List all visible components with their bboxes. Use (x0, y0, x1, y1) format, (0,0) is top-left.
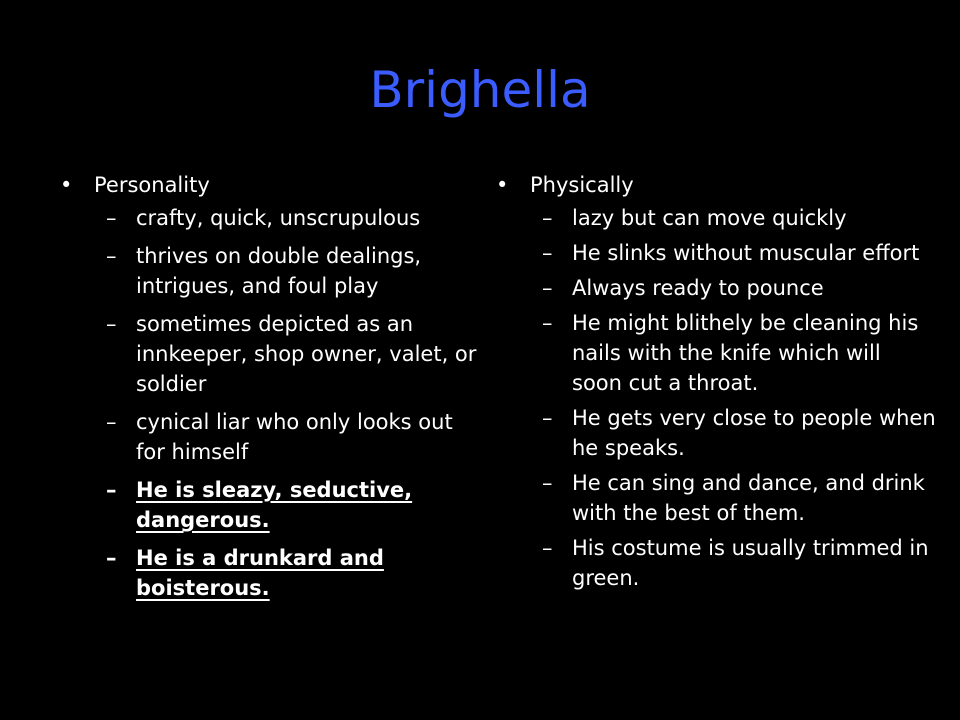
dash-icon: – (106, 410, 117, 434)
personality-item-emphasized (60, 475, 480, 535)
personality-item (60, 309, 480, 399)
dash-icon: – (542, 311, 553, 335)
physically-item-text: He might blithely be cleaning his nails with the knife which will soon cut a throat. (572, 311, 919, 395)
dash-icon: – (106, 312, 117, 336)
physically-item (496, 238, 936, 268)
personality-item (60, 241, 480, 301)
personality-item-text: He is a drunkard and boisterous. (136, 546, 384, 600)
bullet-icon: • (60, 173, 73, 197)
personality-heading-label: Personality (94, 173, 210, 197)
physically-item-text: His costume is usually trimmed in green. (572, 536, 929, 590)
personality-item-text: crafty, quick, unscrupulous (136, 206, 421, 230)
physically-item (496, 468, 936, 528)
dash-icon: – (542, 406, 553, 430)
personality-item-text: thrives on double dealings, intrigues, and foul play (136, 244, 422, 298)
physically-item (496, 403, 936, 463)
dash-icon: – (106, 478, 117, 502)
physically-heading-label: Physically (530, 173, 634, 197)
physically-item-text: He slinks without muscular effort (572, 241, 920, 265)
dash-icon: – (106, 206, 117, 230)
physically-item (496, 203, 936, 233)
personality-item-emphasized (60, 543, 480, 603)
physically-item (496, 273, 936, 303)
physically-item (496, 533, 936, 593)
dash-icon: – (106, 546, 117, 570)
personality-item-text: cynical liar who only looks out for himself (136, 410, 453, 464)
bullet-icon: • (496, 173, 509, 197)
physically-item-text: He can sing and dance, and drink with the best of them. (572, 471, 925, 525)
personality-column (60, 170, 480, 611)
physically-column (496, 170, 936, 598)
dash-icon: – (106, 244, 117, 268)
physically-heading (496, 170, 936, 200)
dash-icon: – (542, 276, 553, 300)
physically-item-text: lazy but can move quickly (572, 206, 847, 230)
slide-title: Brighella (369, 61, 591, 119)
personality-item-text: sometimes depicted as an innkeeper, shop owner, valet, or soldier (136, 312, 477, 396)
personality-item (60, 203, 480, 233)
dash-icon: – (542, 206, 553, 230)
physically-item-text: He gets very close to people when he speaks. (572, 406, 936, 460)
personality-heading (60, 170, 480, 200)
dash-icon: – (542, 241, 553, 265)
physically-item-text: Always ready to pounce (572, 276, 824, 300)
personality-item (60, 407, 480, 467)
dash-icon: – (542, 471, 553, 495)
dash-icon: – (542, 536, 553, 560)
physically-item (496, 308, 936, 398)
personality-item-text: He is sleazy, seductive, dangerous. (136, 478, 413, 532)
